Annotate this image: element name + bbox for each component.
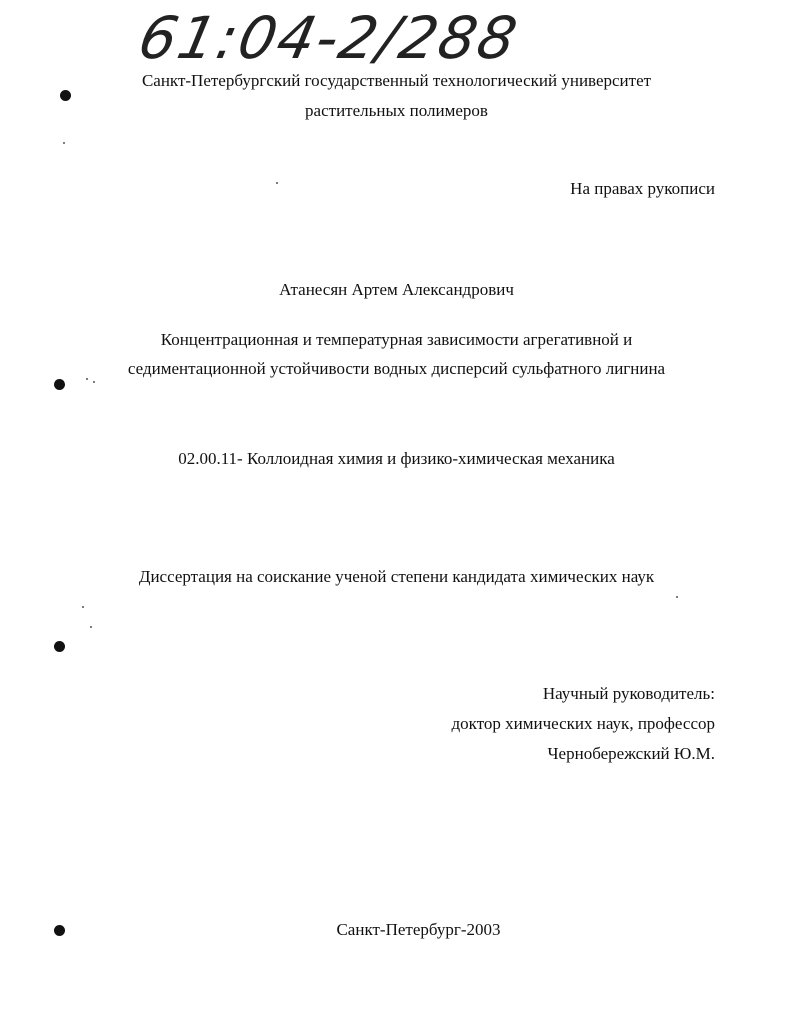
scan-speck [63, 142, 65, 144]
author-name: Атанесян Артем Александрович [279, 280, 514, 299]
scan-speck [276, 182, 278, 184]
scan-speck [93, 381, 95, 383]
dissertation-title-line2: седиментационной устойчивости водных дисперсий сульфатного лигнина [127, 359, 666, 378]
scan-speck [82, 606, 84, 608]
supervisor-rank: доктор химических наук, профессор [451, 714, 715, 733]
punch-hole-mark [54, 379, 65, 390]
supervisor-name: Чернобережский Ю.М. [547, 744, 715, 763]
scan-speck [676, 596, 678, 598]
manuscript-rights: На правах рукописи [570, 179, 715, 198]
dissertation-title-line1: Концентрационная и температурная зависимости агрегативной и [160, 330, 633, 349]
city-year: Санкт-Петербург-2003 [336, 920, 501, 939]
university-name-line1: Санкт-Петербургский государственный технологический университет [141, 71, 652, 90]
degree-statement: Диссертация на соискание ученой степени кандидата химических наук [138, 567, 655, 586]
university-name-line2: растительных полимеров [305, 101, 488, 120]
punch-hole-mark [54, 641, 65, 652]
specialty-code: 02.00.11- Коллоидная химия и физико-химическая механика [178, 449, 615, 468]
handwritten-archive-code: 61:04-2/288 [132, 4, 525, 72]
scan-speck [90, 626, 92, 628]
supervisor-label: Научный руководитель: [542, 684, 715, 703]
